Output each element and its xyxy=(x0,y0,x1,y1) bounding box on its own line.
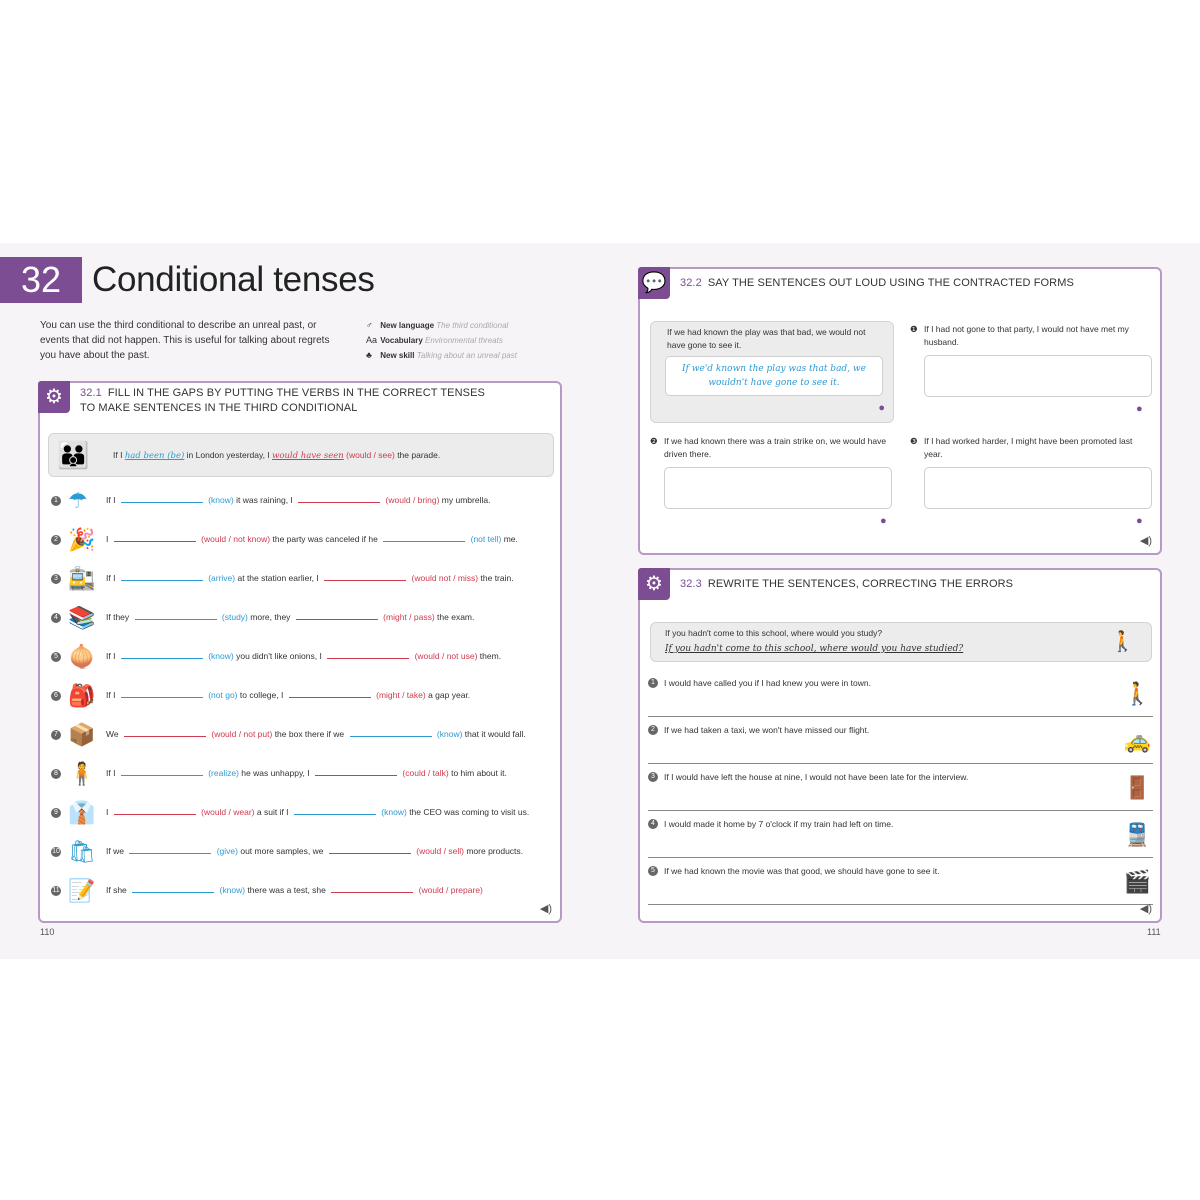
answer-gap[interactable] xyxy=(129,853,211,854)
chapter-intro: You can use the third conditional to describe an unreal past, or events that did not happen. This is useful for talking about regrets you have about the past. xyxy=(40,320,330,361)
exercise-item xyxy=(48,837,558,867)
verb-cue: (know) xyxy=(381,807,407,817)
verb-cue: (would / wear) xyxy=(201,807,255,817)
rewrite-item[interactable] xyxy=(648,672,1153,717)
gear-icon: ⚙ xyxy=(38,381,70,413)
sentence-text: a gap year. xyxy=(428,690,471,700)
item-number: 6 xyxy=(51,691,61,701)
item-number: 5 xyxy=(648,866,658,876)
exercise-32-1 xyxy=(38,381,562,923)
speech-bubble-icon: 💬 xyxy=(638,267,670,299)
microphone-icon: ● xyxy=(878,402,885,414)
illustration-icon: 🧍 xyxy=(68,761,96,786)
sentence-text: it was raining, I xyxy=(236,495,293,505)
sentence-text: there was a test, she xyxy=(247,885,326,895)
answer-gap[interactable] xyxy=(114,814,196,815)
answer-gap[interactable] xyxy=(114,541,196,542)
sentence-text: more, they xyxy=(250,612,291,622)
answer-gap[interactable] xyxy=(124,736,206,737)
answer-gap[interactable] xyxy=(121,775,203,776)
item-number: 11 xyxy=(52,887,60,894)
verb-cue: (realize) xyxy=(208,768,239,778)
verb-cue: (not go) xyxy=(208,690,238,700)
verb-cue: (would / not know) xyxy=(201,534,271,544)
microphone-icon: ● xyxy=(1136,515,1143,527)
illustration-icon: 🚶 xyxy=(1123,681,1151,706)
answer-gap[interactable] xyxy=(121,658,203,659)
rewrite-item[interactable] xyxy=(648,860,1153,905)
sentence-text: If she xyxy=(106,885,127,895)
verb-cue: (know) xyxy=(219,885,246,895)
illustration-icon: 📚 xyxy=(68,605,96,630)
item-sentence: I would made it home by 7 o'clock if my train had left on time. xyxy=(664,819,894,829)
item-sentence: If we had known the movie was that good, we should have gone to see it. xyxy=(664,866,940,876)
exercise-item xyxy=(48,486,558,516)
answer-box-3[interactable] xyxy=(924,467,1152,509)
illustration-icon: 🎬 xyxy=(1123,869,1151,894)
grammar-icon: ♂ xyxy=(366,320,373,330)
sentence-text: out more samples, we xyxy=(240,846,324,856)
person-icon: 🚶 xyxy=(1110,631,1135,653)
audio-icon[interactable]: ◀) xyxy=(1139,535,1152,547)
microphone-icon: ● xyxy=(1136,403,1143,415)
illustration-icon: 🛍 xyxy=(68,839,96,864)
sentence-text: the exam. xyxy=(437,612,475,622)
answer-gap[interactable] xyxy=(329,853,411,854)
sentence-text: If I xyxy=(106,651,116,661)
chapter-number: 32 xyxy=(0,257,82,303)
illustration-icon: 🚆 xyxy=(1123,822,1151,847)
illustration-icon: 👔 xyxy=(68,800,96,825)
item-number: ❸ xyxy=(910,436,918,446)
answer-gap[interactable] xyxy=(331,892,413,893)
sentence-text: to him about it. xyxy=(451,768,507,778)
exercise-item xyxy=(48,681,558,711)
vocabulary-icon: Aa xyxy=(366,335,378,345)
item-sentence xyxy=(106,690,470,700)
verb-cue: (would not / miss) xyxy=(411,573,479,583)
answer-gap[interactable] xyxy=(298,502,380,503)
sentence-text: We xyxy=(106,729,119,739)
item-number: 3 xyxy=(51,574,61,584)
item-sentence xyxy=(106,885,483,895)
sentence-text: he was unhappy, I xyxy=(241,768,310,778)
answer-gap[interactable] xyxy=(350,736,432,737)
sentence-text: more products. xyxy=(466,846,524,856)
exercise-item xyxy=(48,525,558,555)
answer-gap[interactable] xyxy=(289,697,371,698)
item-sentence xyxy=(106,846,523,856)
verb-cue: (might / pass) xyxy=(383,612,435,622)
example-answer-bubble: If we'd known the play was that bad, we wouldn't have gone to see it. xyxy=(665,356,883,396)
meta-new-skill: ♣ New skill Talking about an unreal past xyxy=(366,350,517,360)
sentence-text: that it would fall. xyxy=(464,729,526,739)
page-number-right: 111 xyxy=(1147,927,1161,937)
item-number: 2 xyxy=(648,725,658,735)
sentence-text: you didn't like onions, I xyxy=(236,651,322,661)
illustration-icon: 📦 xyxy=(68,722,96,747)
exercise-heading: 32.2 SAY THE SENTENCES OUT LOUD USING THE CONTRACTED FORMS xyxy=(680,277,1074,289)
item-number: ❷ xyxy=(650,436,658,446)
audio-icon[interactable]: ◀) xyxy=(539,903,552,915)
exercise-item xyxy=(48,642,558,672)
answer-gap[interactable] xyxy=(121,697,203,698)
illustration-icon: 🚕 xyxy=(1123,728,1151,753)
item-number: 10 xyxy=(52,848,60,855)
people-icon: 👪 xyxy=(57,440,90,470)
verb-cue: (would / prepare) xyxy=(418,885,483,895)
answer-gap[interactable] xyxy=(121,502,203,503)
item-number: 9 xyxy=(51,808,61,818)
item-number: ❶ xyxy=(910,324,918,334)
answer-gap[interactable] xyxy=(121,580,203,581)
verb-cue: (would / bring) xyxy=(385,495,440,505)
item-number: 4 xyxy=(51,613,61,623)
chapter-title: Conditional tenses xyxy=(92,260,375,299)
item-number: 3 xyxy=(648,772,658,782)
exercise-32-2: 💬 32.2 SAY THE SENTENCES OUT LOUD USING THE CONTRACTED FORMS If we had known the play was that bad, we would not have gone to see it. If we'd known the play was that bad, we wouldn't have gone to see it. ● ❶ If I had not gone to that party, I would not have met my husband. ● ❷ If we had known there was a train strike on, we would have driven there. ● ❸ If I had worked harder, I might have been promoted last year. ● ◀) xyxy=(638,267,1162,555)
answer-gap[interactable] xyxy=(383,541,465,542)
sentence-text: If we xyxy=(106,846,124,856)
gear-icon: ⚙ xyxy=(638,568,670,600)
item-sentence xyxy=(106,768,507,778)
item-sentence xyxy=(106,573,514,583)
worked-example xyxy=(48,433,554,477)
exercise-item xyxy=(48,564,558,594)
microphone-icon: ● xyxy=(880,515,887,527)
verb-cue: (might / take) xyxy=(376,690,426,700)
item-number: 1 xyxy=(51,496,61,506)
answer-gap[interactable] xyxy=(132,892,214,893)
item-sentence xyxy=(106,807,529,817)
illustration-icon: 🎉 xyxy=(68,527,96,552)
sentence-text: I xyxy=(106,807,109,817)
verb-cue: (know) xyxy=(436,729,463,739)
verb-cue: (would / sell) xyxy=(416,846,464,856)
item-sentence xyxy=(106,651,501,661)
sentence-text: the train. xyxy=(480,573,514,583)
sentence-text: at the station earlier, I xyxy=(237,573,319,583)
item-sentence xyxy=(106,534,518,544)
answer-gap[interactable] xyxy=(315,775,397,776)
meta-new-language: ♂ New language The third conditional xyxy=(366,320,509,330)
rewrite-item[interactable] xyxy=(648,719,1153,764)
sentence-text: the party was canceled if he xyxy=(272,534,378,544)
sentence-text: If they xyxy=(106,612,130,622)
exercise-item xyxy=(48,759,558,789)
answer-gap[interactable] xyxy=(296,619,378,620)
answer-box-2[interactable] xyxy=(664,467,892,509)
example-sentence: If I had been (be) in London yesterday, I would have seen (would / see) the parade. xyxy=(113,450,441,461)
verb-cue: (study) xyxy=(221,612,248,622)
item-sentence xyxy=(106,729,526,739)
verb-cue: (could / talk) xyxy=(402,768,449,778)
page-number-left: 110 xyxy=(40,927,55,937)
meta-vocabulary: Aa Vocabulary Environmental threats xyxy=(366,335,503,345)
worked-example: If you hadn't come to this school, where would you study? If you hadn't come to this school, where would you have studied? 🚶 xyxy=(650,622,1152,662)
worked-example: If we had known the play was that bad, we would not have gone to see it. If we'd known the play was that bad, we wouldn't have gone to see it. ● xyxy=(650,321,894,423)
sentence-text: the box there if we xyxy=(274,729,345,739)
exercise-item xyxy=(48,603,558,633)
rewrite-item[interactable] xyxy=(648,813,1153,858)
item-number: 8 xyxy=(51,769,61,779)
illustration-icon: 📝 xyxy=(68,878,96,903)
answer-gap[interactable] xyxy=(327,658,409,659)
verb-cue: (would / not put) xyxy=(211,729,273,739)
item-sentence xyxy=(106,495,490,505)
illustration-icon: ☂ xyxy=(68,488,88,513)
item-number: 1 xyxy=(648,678,658,688)
sentence-text: I xyxy=(106,534,109,544)
exercise-heading: 32.1 FILL IN THE GAPS BY PUTTING THE VERBS IN THE CORRECT TENSES TO MAKE SENTENCES IN THE THIRD CONDITIONAL xyxy=(80,387,485,414)
item-number: 2 xyxy=(51,535,61,545)
item-sentence: If we had taken a taxi, we won't have missed our flight. xyxy=(664,725,870,735)
verb-cue: (arrive) xyxy=(208,573,236,583)
illustration-icon: 🧅 xyxy=(68,644,96,669)
answer-gap[interactable] xyxy=(324,580,406,581)
sentence-text: a suit if I xyxy=(256,807,289,817)
exercise-item xyxy=(48,720,558,750)
item-number: 7 xyxy=(51,730,61,740)
sentence-text: If I xyxy=(106,573,116,583)
verb-cue: (would / not use) xyxy=(414,651,478,661)
verb-cue: (know) xyxy=(208,651,234,661)
item-sentence: I would have called you if I had knew you were in town. xyxy=(664,678,871,688)
sentence-text: me. xyxy=(503,534,518,544)
sentence-text: If I xyxy=(106,768,116,778)
sentence-text: my umbrella. xyxy=(441,495,491,505)
exercise-32-3 xyxy=(638,568,1162,923)
answer-gap[interactable] xyxy=(135,619,217,620)
chapter-meta xyxy=(366,318,566,363)
illustration-icon: 🚪 xyxy=(1123,775,1151,800)
sentence-text: If I xyxy=(106,495,116,505)
sentence-text: If I xyxy=(106,690,116,700)
verb-cue: (know) xyxy=(208,495,234,505)
item-number: 5 xyxy=(51,652,61,662)
item-sentence xyxy=(106,612,474,622)
answer-box-1[interactable] xyxy=(924,355,1152,397)
item-number: 4 xyxy=(648,819,658,829)
illustration-icon: 🚉 xyxy=(68,566,96,591)
verb-cue: (give) xyxy=(216,846,238,856)
exercise-item xyxy=(48,876,558,906)
skill-icon: ♣ xyxy=(366,350,372,360)
illustration-icon: 🎒 xyxy=(68,683,96,708)
item-sentence: If I would have left the house at nine, I would not have been late for the interview. xyxy=(664,772,969,782)
rewrite-item[interactable] xyxy=(648,766,1153,811)
audio-icon[interactable]: ◀) xyxy=(1139,903,1152,915)
sentence-text: the CEO was coming to visit us. xyxy=(409,807,530,817)
sentence-text: to college, I xyxy=(239,690,284,700)
exercise-heading: 32.3 REWRITE THE SENTENCES, CORRECTING THE ERRORS xyxy=(680,578,1014,590)
sentence-text: them. xyxy=(479,651,502,661)
verb-cue: (not tell) xyxy=(470,534,502,544)
exercise-item xyxy=(48,798,558,828)
answer-gap[interactable] xyxy=(294,814,376,815)
